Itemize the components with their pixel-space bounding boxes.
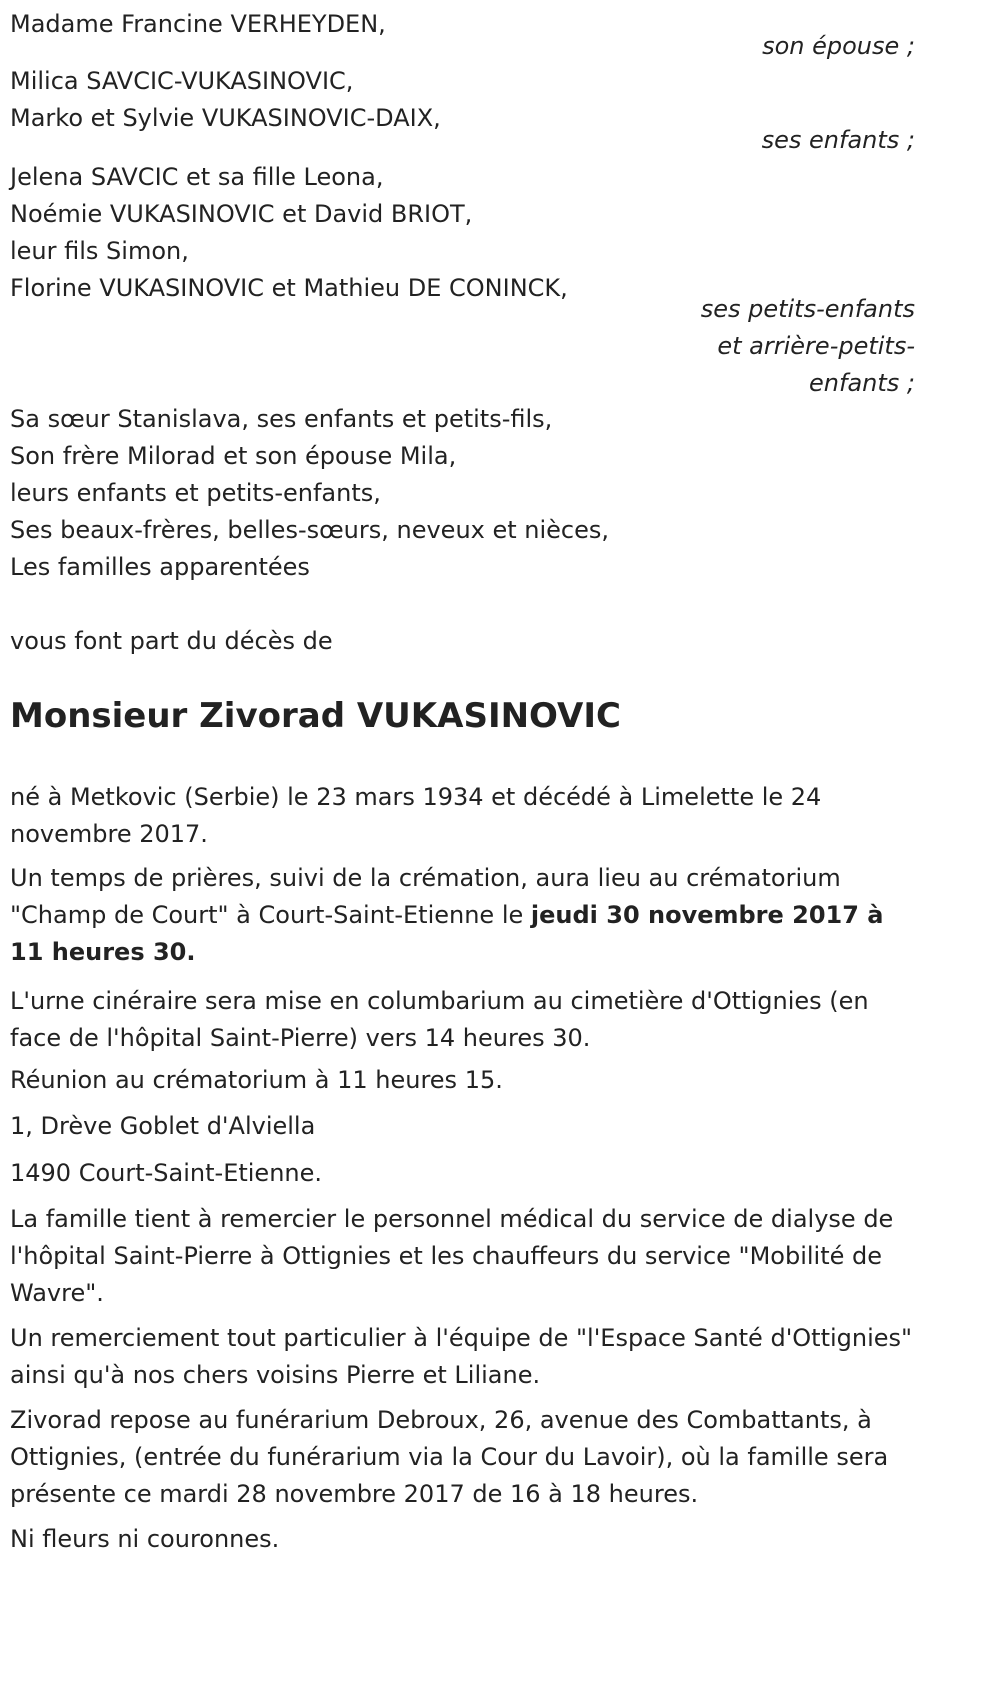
children-role: ses enfants ; bbox=[761, 126, 915, 154]
urn-paragraph: L'urne cinéraire sera mise en columbarium au cimetière d'Ottignies (en face de l'hôpital Saint-Pierre) vers 14 heures 30. bbox=[10, 987, 869, 1052]
thanks-paragraph-2: Un remerciement tout particulier à l'équipe de "l'Espace Santé d'Ottignies" ainsi qu'à nos chers voisins Pierre et Liliane. bbox=[10, 1324, 913, 1389]
ceremony-date: jeudi 30 novembre 2017 à 11 heures 30. bbox=[10, 901, 884, 966]
family-line: Les familles apparentées bbox=[10, 553, 310, 581]
address-line-1: 1, Drève Goblet d'Alviella bbox=[10, 1112, 316, 1140]
ceremony-paragraph bbox=[10, 860, 915, 971]
grandchild-line: Jelena SAVCIC et sa fille Leona, bbox=[10, 163, 384, 191]
meeting-paragraph: Réunion au crématorium à 11 heures 15. bbox=[10, 1066, 503, 1094]
deceased-name: Monsieur Zivorad VUKASINOVIC bbox=[10, 696, 621, 736]
family-line: Ses beaux-frères, belles-sœurs, neveux et nièces, bbox=[10, 516, 610, 544]
grandchild-line: leur fils Simon, bbox=[10, 237, 189, 265]
family-line: Son frère Milorad et son épouse Mila, bbox=[10, 442, 457, 470]
address-line-2: 1490 Court-Saint-Etienne. bbox=[10, 1159, 323, 1187]
birth-death-paragraph: né à Metkovic (Serbie) le 23 mars 1934 et décédé à Limelette le 24 novembre 2017. bbox=[10, 783, 822, 848]
child-line: Milica SAVCIC-VUKASINOVIC, bbox=[10, 67, 354, 95]
closing-paragraph: Ni fleurs ni couronnes. bbox=[10, 1525, 280, 1553]
grandchild-line: Florine VUKASINOVIC et Mathieu DE CONINCK, bbox=[10, 274, 568, 302]
family-line: leurs enfants et petits-enfants, bbox=[10, 479, 381, 507]
spouse-role: son épouse ; bbox=[762, 32, 915, 60]
announcement bbox=[10, 623, 915, 660]
child-line: Marko et Sylvie VUKASINOVIC-DAIX, bbox=[10, 104, 441, 132]
grandchildren-block bbox=[10, 159, 915, 307]
ceremony-text: Un temps de prières, suivi de la crémation, aura lieu au crématorium "Champ de Court" à Court-Saint-Etienne le bbox=[10, 864, 841, 929]
announcement-text: vous font part du décès de bbox=[10, 627, 333, 655]
grandchild-line: Noémie VUKASINOVIC et David BRIOT, bbox=[10, 200, 473, 228]
family-block bbox=[10, 401, 915, 586]
thanks-paragraph-1: La famille tient à remercier le personnel médical du service de dialyse de l'hôpital Saint-Pierre à Ottignies et les chauffeurs du service "Mobilité de Wavre". bbox=[10, 1205, 894, 1307]
family-line: Sa sœur Stanislava, ses enfants et petits-fils, bbox=[10, 405, 553, 433]
funeral-home-paragraph: Zivorad repose au funérarium Debroux, 26, avenue des Combattants, à Ottignies, (entrée du funérarium via la Cour du Lavoir), où la famille sera présente ce mardi 28 novembre 2017 de 16 à 18 heures. bbox=[10, 1406, 889, 1508]
spouse-line: Madame Francine VERHEYDEN, bbox=[10, 10, 386, 38]
grandchildren-role-line: ses petits-enfants bbox=[700, 295, 915, 323]
grandchildren-role-line: et arrière-petits- bbox=[717, 332, 915, 360]
grandchildren-role bbox=[701, 291, 915, 402]
grandchildren-role-line: enfants ; bbox=[809, 369, 915, 397]
